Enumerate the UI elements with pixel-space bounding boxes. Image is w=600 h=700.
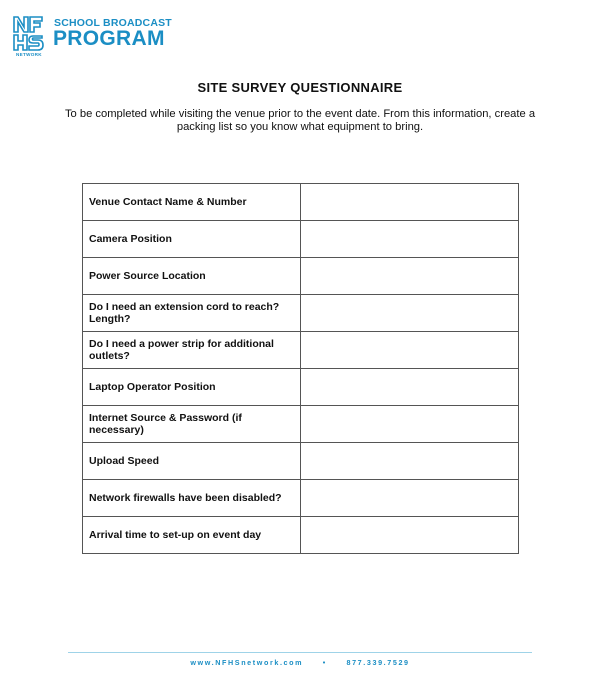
answer-cell[interactable] (300, 369, 518, 406)
question-cell: Internet Source & Password (if necessary) (83, 406, 301, 443)
intro-text: To be completed while visiting the venue prior to the event date. From this information, create a packing list so you know what equipment to bring. (64, 108, 536, 133)
answer-cell[interactable] (300, 517, 518, 554)
table-row (83, 443, 519, 480)
survey-table (82, 183, 519, 554)
question-cell: Venue Contact Name & Number (83, 184, 301, 221)
logo-line1: SCHOOL BROADCAST (54, 17, 172, 29)
table-row (83, 184, 519, 221)
answer-cell[interactable] (300, 184, 518, 221)
footer-separator: • (322, 658, 327, 667)
question-cell: Upload Speed (83, 443, 301, 480)
logo-line2: PROGRAM (53, 27, 165, 50)
table-row (83, 258, 519, 295)
footer (0, 658, 600, 667)
answer-cell[interactable] (300, 295, 518, 332)
question-cell: Arrival time to set-up on event day (83, 517, 301, 554)
footer-website-link[interactable]: www.NFHSnetwork.com (190, 658, 304, 667)
question-cell: Network firewalls have been disabled? (83, 480, 301, 517)
answer-cell[interactable] (300, 443, 518, 480)
answer-cell[interactable] (300, 406, 518, 443)
footer-phone: 877.339.7529 (346, 658, 410, 667)
question-cell: Camera Position (83, 221, 301, 258)
table-row (83, 369, 519, 406)
question-cell: Do I need an extension cord to reach? Length? (83, 295, 301, 332)
question-cell: Do I need a power strip for additional outlets? (83, 332, 301, 369)
table-row (83, 332, 519, 369)
footer-divider (68, 652, 532, 653)
table-row (83, 406, 519, 443)
answer-cell[interactable] (300, 258, 518, 295)
answer-cell[interactable] (300, 221, 518, 258)
page-title: SITE SURVEY QUESTIONNAIRE (197, 80, 403, 95)
answer-cell[interactable] (300, 332, 518, 369)
nfhs-logo (12, 14, 172, 58)
question-cell: Laptop Operator Position (83, 369, 301, 406)
logo-network-label: NETWORK (16, 52, 42, 57)
table-row (83, 480, 519, 517)
table-row (83, 517, 519, 554)
table-row (83, 221, 519, 258)
question-cell: Power Source Location (83, 258, 301, 295)
table-row (83, 295, 519, 332)
answer-cell[interactable] (300, 480, 518, 517)
